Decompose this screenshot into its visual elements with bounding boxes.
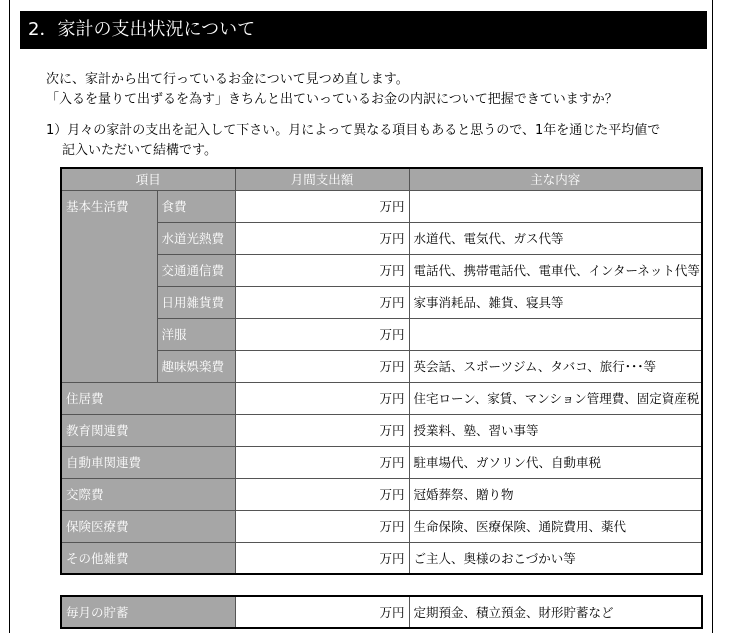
amount-field[interactable]: 万円 bbox=[235, 414, 409, 446]
amount-field[interactable]: 万円 bbox=[235, 350, 409, 382]
content-cell bbox=[409, 318, 702, 350]
item-label: その他雑費 bbox=[61, 542, 235, 574]
amount-field[interactable]: 万円 bbox=[235, 446, 409, 478]
table-row bbox=[61, 414, 702, 446]
question-text bbox=[46, 121, 660, 161]
item-label: 交通通信費 bbox=[157, 254, 235, 286]
table-row bbox=[61, 222, 702, 254]
table-row bbox=[61, 446, 702, 478]
table-row bbox=[61, 318, 702, 350]
expense-table bbox=[60, 167, 703, 575]
amount-field[interactable]: 万円 bbox=[235, 382, 409, 414]
item-label: 洋服 bbox=[157, 318, 235, 350]
savings-table bbox=[60, 595, 703, 629]
header-amount: 月間支出額 bbox=[235, 168, 409, 190]
table-row bbox=[61, 190, 702, 222]
table-row bbox=[61, 382, 702, 414]
question-line-1: 1）月々の家計の支出を記入して下さい。月によって異なる項目もあると思うので、1年を通じた平均値で bbox=[46, 123, 661, 138]
amount-field[interactable]: 万円 bbox=[235, 190, 409, 222]
table-row bbox=[61, 350, 702, 382]
savings-amount-field[interactable]: 万円 bbox=[235, 596, 409, 628]
item-label: 自動車関連費 bbox=[61, 446, 235, 478]
table-header-row bbox=[61, 168, 702, 190]
question-line-2: 記入いただいて結構です。 bbox=[62, 143, 217, 158]
content-cell: ご主人、奥様のおこづかい等 bbox=[409, 542, 702, 574]
content-cell: 駐車場代、ガソリン代、自動車税 bbox=[409, 446, 702, 478]
content-cell: 英会話、スポーツジム、タバコ、旅行･･･等 bbox=[409, 350, 702, 382]
header-content: 主な内容 bbox=[409, 168, 702, 190]
table-row bbox=[61, 510, 702, 542]
section-title: 2．家計の支出状況について bbox=[20, 11, 707, 49]
content-cell: 家事消耗品、雑貨、寝具等 bbox=[409, 286, 702, 318]
amount-field[interactable]: 万円 bbox=[235, 222, 409, 254]
table-row bbox=[61, 478, 702, 510]
amount-field[interactable]: 万円 bbox=[235, 510, 409, 542]
savings-label: 毎月の貯蓄 bbox=[61, 596, 235, 628]
content-cell: 授業料、塾、習い事等 bbox=[409, 414, 702, 446]
table-row bbox=[61, 542, 702, 574]
savings-content: 定期預金、積立預金、財形貯蓄など bbox=[409, 596, 702, 628]
table-row bbox=[61, 286, 702, 318]
amount-field[interactable]: 万円 bbox=[235, 542, 409, 574]
content-cell: 水道代、電気代、ガス代等 bbox=[409, 222, 702, 254]
item-label: 教育関連費 bbox=[61, 414, 235, 446]
amount-field[interactable]: 万円 bbox=[235, 254, 409, 286]
amount-field[interactable]: 万円 bbox=[235, 286, 409, 318]
content-cell bbox=[409, 190, 702, 222]
content-cell: 電話代、携帯電話代、電車代、インターネット代等 bbox=[409, 254, 702, 286]
header-item: 項目 bbox=[61, 168, 235, 190]
item-label: 住居費 bbox=[61, 382, 235, 414]
item-label: 食費 bbox=[157, 190, 235, 222]
item-label: 日用雑貨費 bbox=[157, 286, 235, 318]
basic-living-group: 基本生活費 bbox=[61, 190, 157, 382]
content-cell: 住宅ローン、家賃、マンション管理費、固定資産税 bbox=[409, 382, 702, 414]
content-cell: 冠婚葬祭、贈り物 bbox=[409, 478, 702, 510]
table-row bbox=[61, 254, 702, 286]
item-label: 保険医療費 bbox=[61, 510, 235, 542]
amount-field[interactable]: 万円 bbox=[235, 478, 409, 510]
item-label: 交際費 bbox=[61, 478, 235, 510]
item-label: 趣味娯楽費 bbox=[157, 350, 235, 382]
item-label: 水道光熱費 bbox=[157, 222, 235, 254]
amount-field[interactable]: 万円 bbox=[235, 318, 409, 350]
intro-text bbox=[46, 70, 618, 110]
table-row bbox=[61, 596, 702, 628]
content-cell: 生命保険、医療保険、通院費用、薬代 bbox=[409, 510, 702, 542]
intro-line-1: 次に、家計から出て行っているお金について見つめ直します。 bbox=[46, 72, 409, 87]
intro-line-2: 「入るを量りて出ずるを為す」きちんと出ていっているお金の内訳について把握できていますか？ bbox=[46, 92, 618, 107]
